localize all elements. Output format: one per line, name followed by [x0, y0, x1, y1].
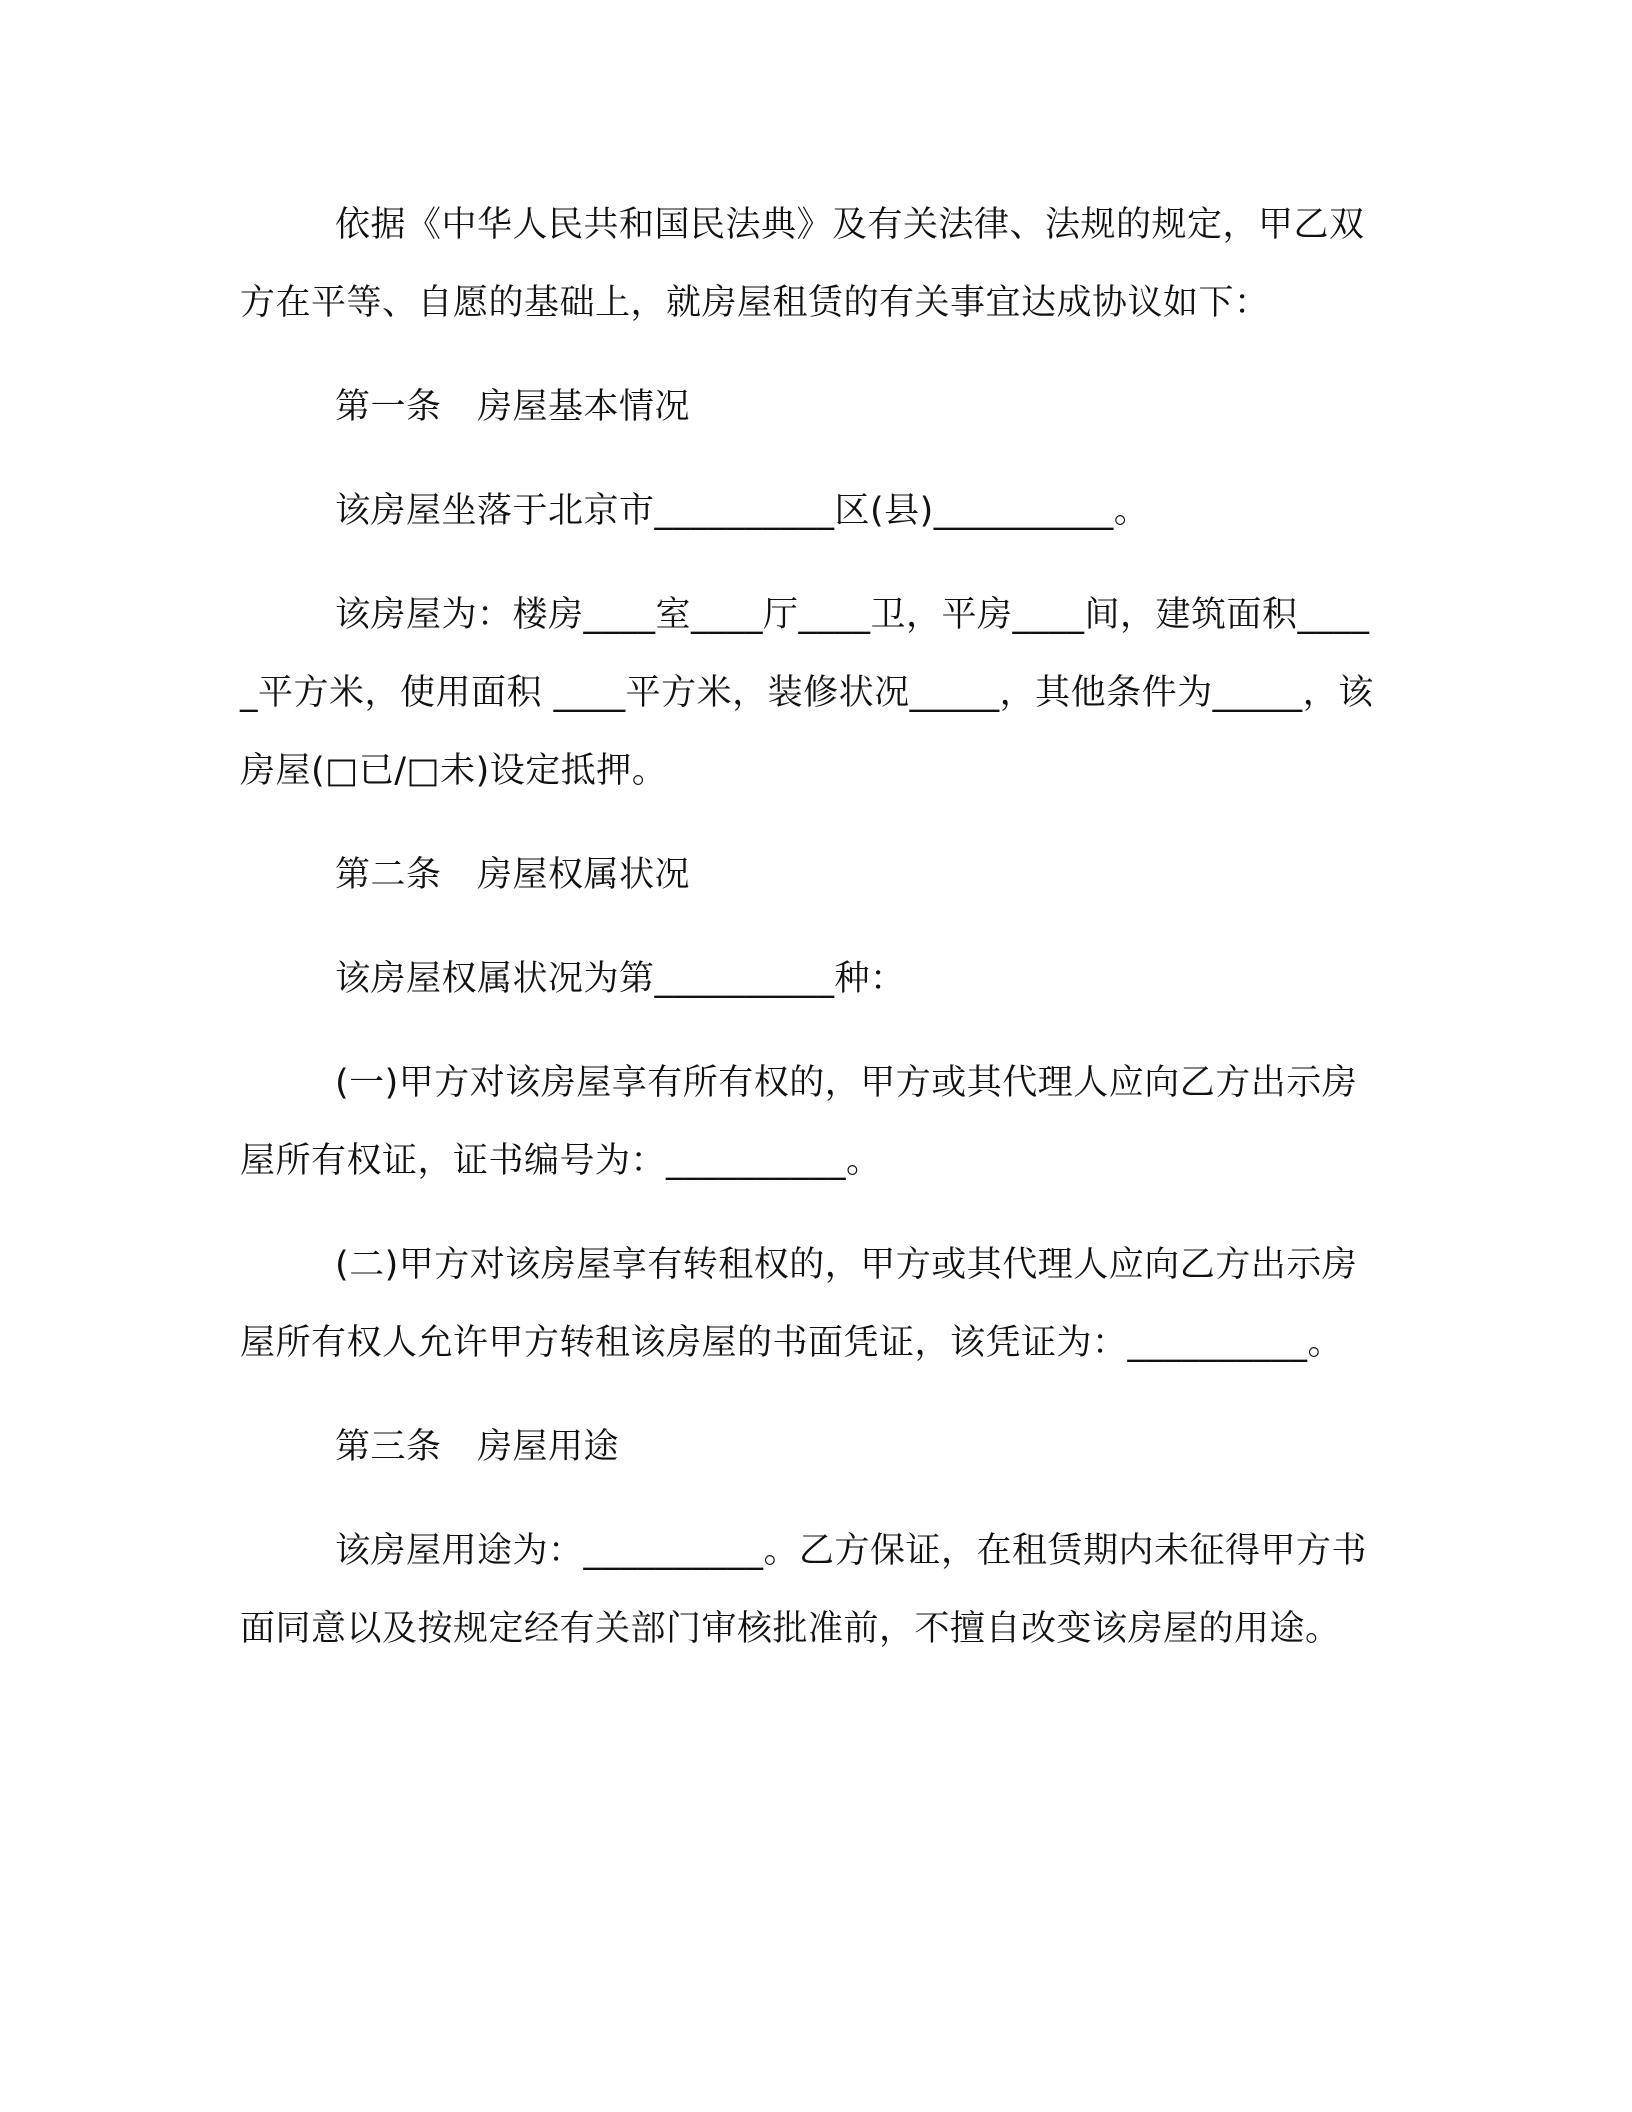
- article-2-item-2-paragraph: (二)甲方对该房屋享有转租权的，甲方或其代理人应向乙方出示房屋所有权人允许甲方转租该房屋的书面凭证，该凭证为：__________。: [240, 1245, 1358, 1363]
- article-2-heading: 第二条 房屋权属状况: [335, 855, 691, 895]
- article-2-item-1-paragraph: (一)甲方对该房屋享有所有权的，甲方或其代理人应向乙方出示房屋所有权证，证书编号为：__________。: [240, 1063, 1358, 1181]
- document-body: [240, 186, 1380, 1668]
- article-3-use-paragraph: 该房屋用途为：__________。乙方保证，在租赁期内未征得甲方书面同意以及按规定经有关部门审核批准前，不擅自改变该房屋的用途。: [240, 1531, 1368, 1649]
- article-3-heading: 第三条 房屋用途: [335, 1427, 620, 1467]
- article-1-location-paragraph: 该房屋坐落于北京市__________区(县)__________。: [335, 491, 1150, 531]
- article-1-heading: 第一条 房屋基本情况: [335, 387, 691, 427]
- preamble-paragraph: 依据《中华人民共和国民法典》及有关法律、法规的规定，甲乙双方在平等、自愿的基础上，就房屋租赁的有关事宜达成协议如下：: [240, 205, 1365, 323]
- article-1-details-paragraph: 该房屋为：楼房____室____厅____卫，平房____间，建筑面积_____平方米，使用面积 ____平方米，装修状况_____，其他条件为_____，该房屋(□已/□未)设定抵押。: [240, 595, 1374, 791]
- article-2-type-paragraph: 该房屋权属状况为第__________种：: [335, 959, 906, 999]
